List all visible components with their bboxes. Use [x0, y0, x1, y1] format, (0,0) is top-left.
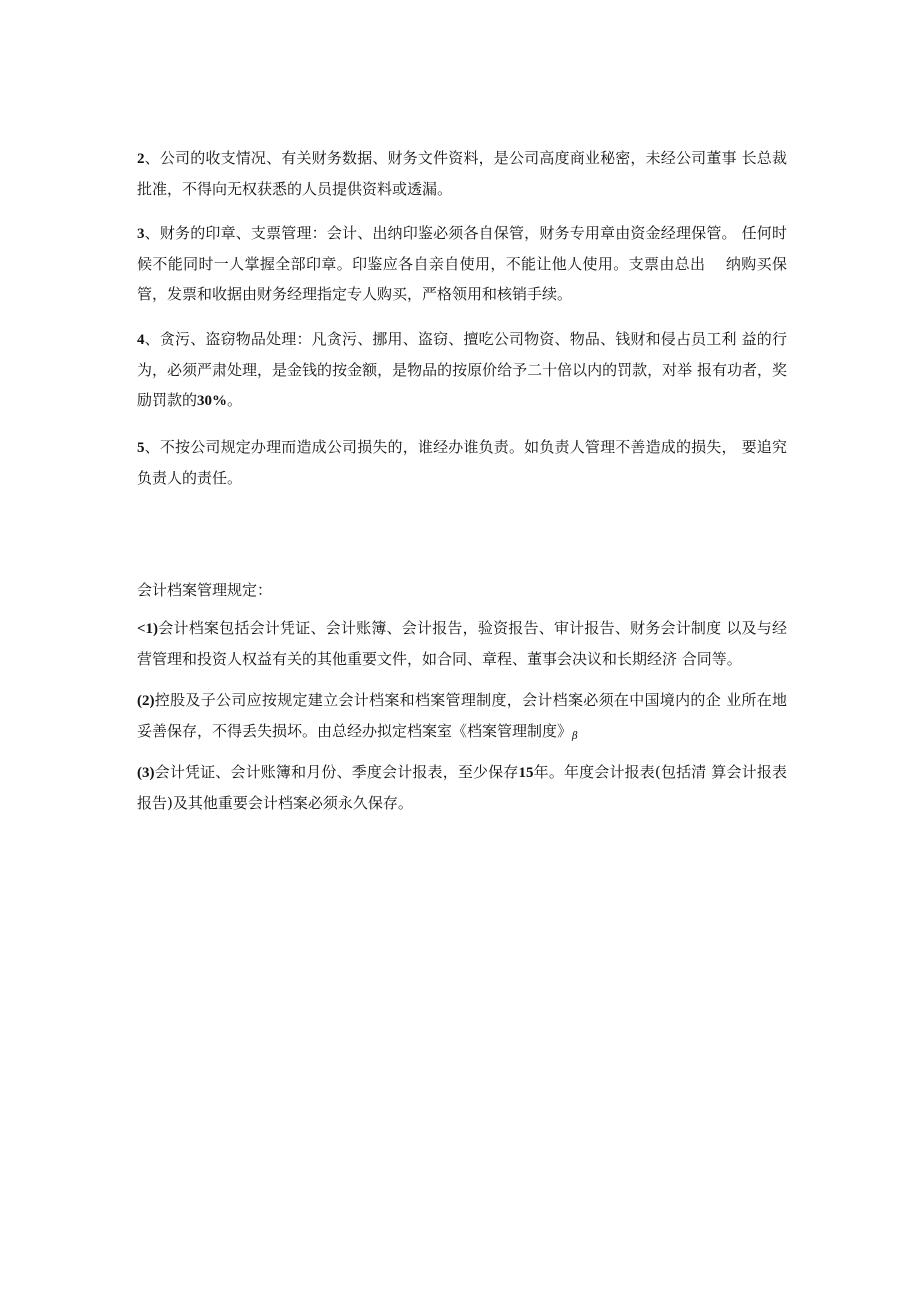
paragraph-text: 控股及子公司应按规定建立会计档案和档案管理制度，会计档案必须在中国境内的企 业所在地妥善保存，不得丢失损坏。由总经办拟定档案室《档案管理制度》 — [137, 691, 787, 740]
retention-years: 15 — [518, 765, 534, 781]
archive-rule-3 — [137, 757, 787, 818]
item-number: 3 — [137, 226, 145, 242]
item-number: 5 — [137, 440, 145, 456]
paragraph-text-end: 年。年度会计报表(包括清 算会计报表报告)及其他重要会计档案必须永久保存。 — [137, 763, 787, 812]
archive-rule-1 — [137, 613, 787, 674]
paragraph-text: 会计档案包括会计凭证、会计账簿、会计报告，验资报告、审计报告、财务会计制度 以及与经营管理和投资人权益有关的其他重要文件，如合同、章程、董事会决议和长期经济 合同等。 — [137, 619, 787, 668]
paragraph-text: 、公司的收支情况、有关财务数据、财务文件资料，是公司高度商业秘密，未经公司董事 长总裁批准，不得向无权获悉的人员提供资料或透漏。 — [137, 149, 787, 198]
paragraph-text: 会计凭证、会计账簿和月份、季度会计报表，至少保存 — [154, 763, 519, 781]
trailing-mark: β — [572, 731, 578, 742]
item-number: 4 — [137, 332, 145, 348]
paragraph-text: 、不按公司规定办理而造成公司损失的，谁经办谁负责。如负责人管理不善造成的损失， 要追究负责人的责任。 — [137, 438, 787, 487]
paragraph-text: 、财务的印章、支票管理：会计、出纳印鉴必须各自保管，财务专用章由资金经理保管。 任何时候不能同时一人掌握全部印章。印鉴应各自亲自使用，不能让他人使用。支票由总出 纳购买保管，发票和收据由财务经理指定专人购买，严格领用和核销手续。 — [137, 224, 787, 303]
section-heading: 会计档案管理规定： — [137, 581, 273, 599]
paragraph-item-2 — [137, 143, 787, 204]
item-number: <1) — [137, 621, 159, 637]
reward-percentage: 30% — [197, 393, 228, 409]
archive-rule-2 — [137, 685, 787, 752]
item-number: (2) — [137, 693, 155, 709]
paragraph-text-end: 。 — [227, 391, 243, 409]
item-number: (3) — [137, 765, 155, 781]
paragraph-text: 、贪污、盗窃物品处理：凡贪污、挪用、盗窃、擅吃公司物资、物品、钱财和侵占员工利 益的行为，必须严肃处理，是金钱的按金额，是物品的按原价给予二十倍以内的罚款，对举 报有功者，奖励罚款的 — [137, 330, 787, 409]
paragraph-item-5 — [137, 432, 787, 493]
paragraph-item-3 — [137, 218, 787, 309]
paragraph-item-4 — [137, 324, 787, 416]
item-number: 2 — [137, 151, 145, 167]
